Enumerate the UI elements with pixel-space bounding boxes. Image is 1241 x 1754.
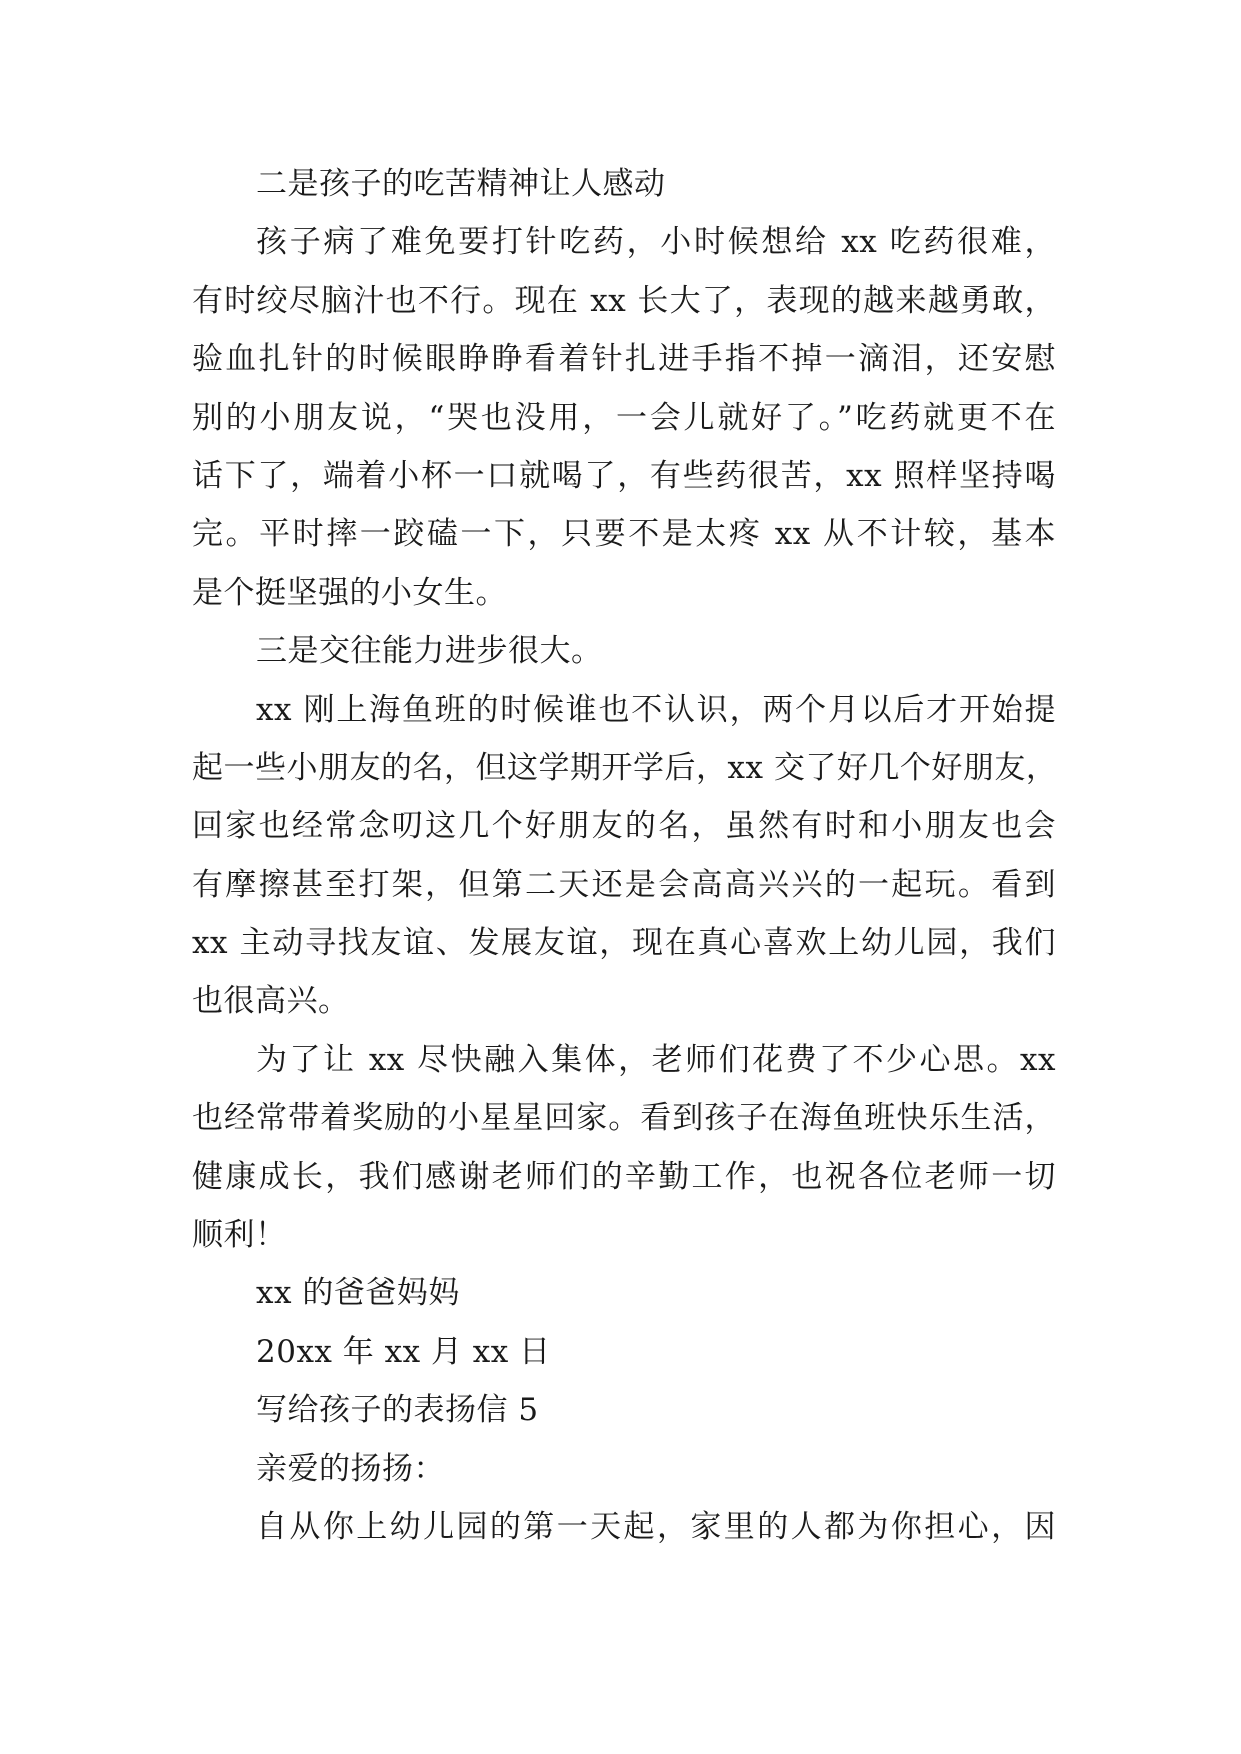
letter-title: 写给孩子的表扬信 5 (256, 1392, 539, 1429)
paragraph-line: 别的小朋友说，“哭也没用，一会儿就好了。”吃药就更不在 (192, 399, 1056, 436)
paragraph-line: 起一些小朋友的名，但这学期开学后，xx 交了好几个好朋友， (192, 749, 1058, 786)
paragraph-line: 验血扎针的时候眼睁睁看着针扎进手指不掉一滴泪，还安慰 (192, 341, 1056, 378)
paragraph-line: 有时绞尽脑汁也不行。现在 xx 长大了，表现的越来越勇敢， (192, 282, 1056, 319)
paragraph-line: 完。平时摔一跤磕一下，只要不是太疼 xx 从不计较，基本 (192, 516, 1056, 553)
paragraph-line: 顺利！ (192, 1217, 287, 1254)
signature: xx 的爸爸妈妈 (256, 1275, 460, 1312)
paragraph-line: 也很高兴。 (192, 983, 350, 1020)
paragraph-line: 健康成长，我们感谢老师们的辛勤工作，也祝各位老师一切 (192, 1158, 1056, 1195)
paragraph-line: 回家也经常念叨这几个好朋友的名，虽然有时和小朋友也会 (192, 808, 1056, 845)
section-heading-hardship: 二是孩子的吃苦精神让人感动 (256, 166, 666, 202)
document-body (192, 155, 1056, 1556)
paragraph-line: xx 主动寻找友谊、发展友谊，现在真心喜欢上幼儿园，我们 (192, 925, 1056, 962)
salutation: 亲爱的扬扬： (256, 1450, 445, 1487)
date-line: 20xx 年 xx 月 xx 日 (256, 1333, 551, 1370)
paragraph-line: 也经常带着奖励的小星星回家。看到孩子在海鱼班快乐生活， (192, 1100, 1056, 1137)
section-heading-social: 三是交往能力进步很大。 (256, 633, 603, 670)
paragraph-line: 孩子病了难免要打针吃药，小时候想给 xx 吃药很难， (256, 224, 1056, 261)
paragraph-line: 话下了，端着小杯一口就喝了，有些药很苦，xx 照样坚持喝 (192, 457, 1056, 494)
paragraph-line: 是个挺坚强的小女生。 (192, 574, 507, 611)
paragraph-line: 有摩擦甚至打架，但第二天还是会高高兴兴的一起玩。看到 (192, 866, 1056, 903)
paragraph-line: 自从你上幼儿园的第一天起，家里的人都为你担心，因 (256, 1508, 1056, 1545)
paragraph-line: xx 刚上海鱼班的时候谁也不认识，两个月以后才开始提 (256, 691, 1056, 728)
paragraph-line: 为了让 xx 尽快融入集体，老师们花费了不少心思。xx (256, 1041, 1056, 1078)
